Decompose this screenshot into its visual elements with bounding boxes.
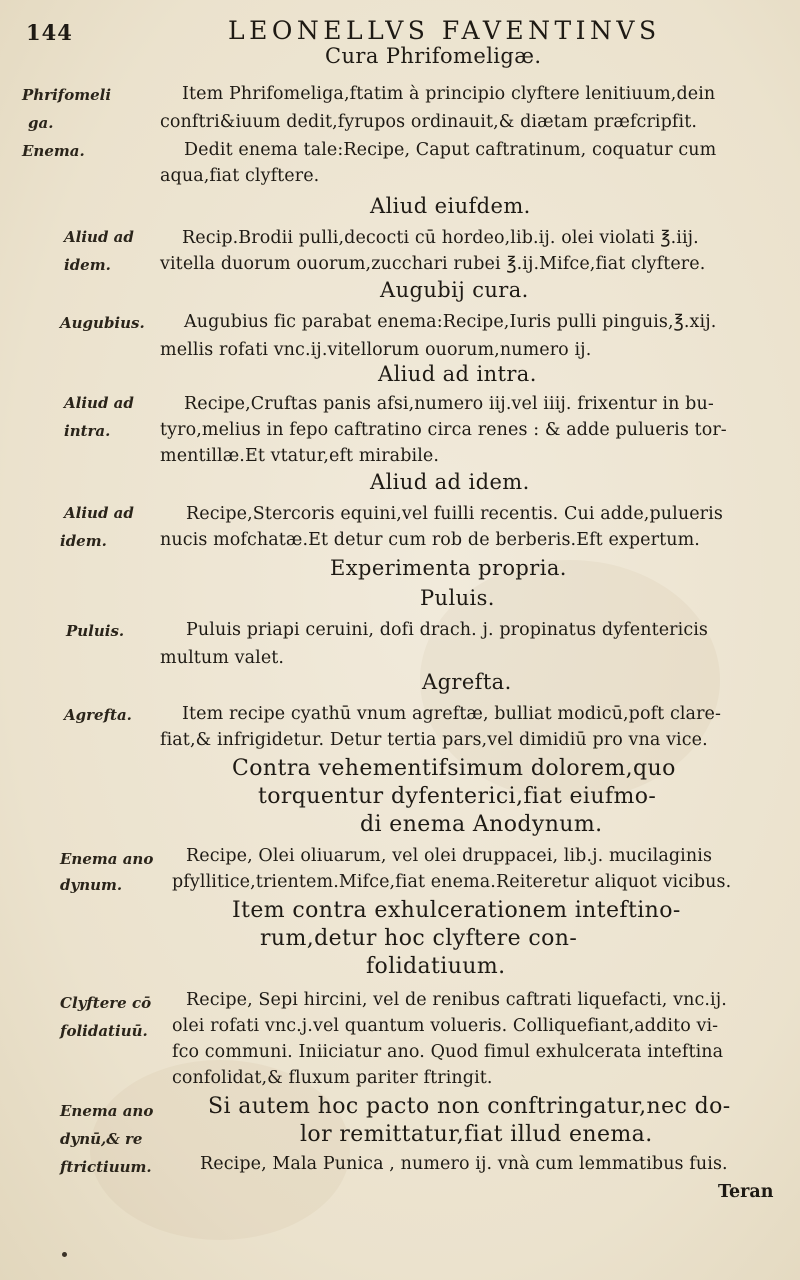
section-heading-line: Contra vehementifsimum dolorem,quo — [232, 756, 676, 781]
margin-note: dynū,& re — [60, 1130, 143, 1148]
section-heading: Aliud ad intra. — [378, 362, 537, 386]
margin-note: intra. — [64, 422, 111, 440]
text-line: Augubius fic parabat enema:Recipe,Iuris pulli pinguis,℥.xij. — [184, 312, 717, 332]
text-line: fco communi. Iniiciatur ano. Quod fimul exhulcerata inteftina — [172, 1042, 724, 1062]
margin-note: folidatiuū. — [60, 1022, 148, 1040]
text-line: Recipe,Stercoris equini,vel fuilli recentis. Cui adde,pulueris — [186, 504, 723, 524]
section-heading-line: Item contra exhulcerationem inteftino- — [232, 898, 681, 923]
section-heading-line: folidatiuum. — [366, 954, 506, 979]
text-line: aqua,fiat clyftere. — [160, 166, 320, 186]
section-subheading: Puluis. — [420, 586, 495, 610]
running-head: LEONELLVS FAVENTINVS — [228, 16, 661, 45]
margin-note: Enema. — [22, 142, 85, 160]
section-heading: Agrefta. — [422, 670, 512, 694]
catchword: Teran — [718, 1182, 774, 1202]
text-line: conftri&iuum dedit,fyrupos ordinauit,& diætam præfcripfit. — [160, 112, 697, 132]
text-line: Recipe, Sepi hircini, vel de renibus caftrati liquefacti, vnc.ij. — [186, 990, 727, 1010]
text-line: confolidat,& fluxum pariter ftringit. — [172, 1068, 493, 1088]
text-line: multum valet. — [160, 648, 285, 668]
section-heading-line: di enema Anodynum. — [360, 812, 603, 837]
margin-note: dynum. — [60, 876, 123, 894]
text-line: pfyllitice,trientem.Mifce,fiat enema.Reiteretur aliquot vicibus. — [172, 872, 732, 892]
margin-note: Aliud ad — [64, 394, 134, 412]
text-line: mellis rofati vnc.ij.vitellorum ouorum,numero ij. — [160, 340, 592, 360]
ink-speck — [62, 1252, 67, 1257]
margin-note: Aliud ad — [64, 504, 134, 522]
section-heading: Aliud eiufdem. — [370, 194, 531, 218]
margin-note: Agrefta. — [64, 706, 132, 724]
section-heading-line: lor remittatur,fiat illud enema. — [300, 1122, 653, 1147]
section-heading-line: Si autem hoc pacto non conftringatur,nec do- — [208, 1094, 731, 1119]
text-line: Recipe, Mala Punica , numero ij. vnà cum lemmatibus fuis. — [200, 1154, 728, 1174]
margin-note: ftrictiuum. — [60, 1158, 152, 1176]
text-line: tyro,melius in fepo caftratino circa renes : & adde pulueris tor- — [160, 420, 727, 440]
text-line: fiat,& infrigidetur. Detur tertia pars,vel dimidiū pro vna vice. — [160, 730, 708, 750]
text-line: mentillæ.Et vtatur,eft mirabile. — [160, 446, 440, 466]
page-number: 144 — [26, 20, 73, 45]
text-line: vitella duorum ouorum,zucchari rubei ℥.ij.Mifce,fiat clyftere. — [160, 254, 706, 274]
text-line: Item recipe cyathū vnum agreftæ, bulliat modicū,poft clare- — [182, 704, 722, 724]
text-line: olei rofati vnc.j.vel quantum volueris. Colliquefiant,addito vi- — [172, 1016, 719, 1036]
section-heading: Experimenta propria. — [330, 556, 567, 580]
section-heading: Aliud ad idem. — [370, 470, 530, 494]
text-line: Recipe,Cruftas panis afsi,numero iij.vel iiij. frixentur in bu- — [184, 394, 714, 414]
margin-note: Enema ano — [60, 850, 154, 868]
margin-note: Aliud ad — [64, 228, 134, 246]
text-line: Puluis priapi ceruini, dofi drach. j. propinatus dyfentericis — [186, 620, 708, 640]
text-line: Item Phrifomeliga,ftatim à principio clyftere lenitiuum,dein — [182, 84, 716, 104]
text-line: Recipe, Olei oliuarum, vel olei druppacei, lib.j. mucilaginis — [186, 846, 713, 866]
text-line: Recip.Brodii pulli,decocti cū hordeo,lib.ij. olei violati ℥.iij. — [182, 228, 699, 248]
section-heading-line: torquentur dyfenterici,fiat eiufmo- — [258, 784, 657, 809]
margin-note: Clyftere cō — [60, 994, 152, 1012]
margin-note: idem. — [60, 532, 107, 550]
margin-note: ga. — [28, 114, 54, 132]
text-line: nucis mofchatæ.Et detur cum rob de berberis.Eft expertum. — [160, 530, 700, 550]
margin-note: Augubius. — [60, 314, 145, 332]
text-line: Dedit enema tale:Recipe, Caput caftratinum, coquatur cum — [184, 140, 717, 160]
margin-note: Puluis. — [66, 622, 125, 640]
margin-note: idem. — [64, 256, 111, 274]
section-heading-line: rum,detur hoc clyftere con- — [260, 926, 578, 951]
section-heading: Augubij cura. — [380, 278, 529, 302]
section-heading: Cura Phrifomeligæ. — [325, 44, 542, 68]
margin-note: Enema ano — [60, 1102, 154, 1120]
margin-note: Phrifomeli — [22, 86, 112, 104]
